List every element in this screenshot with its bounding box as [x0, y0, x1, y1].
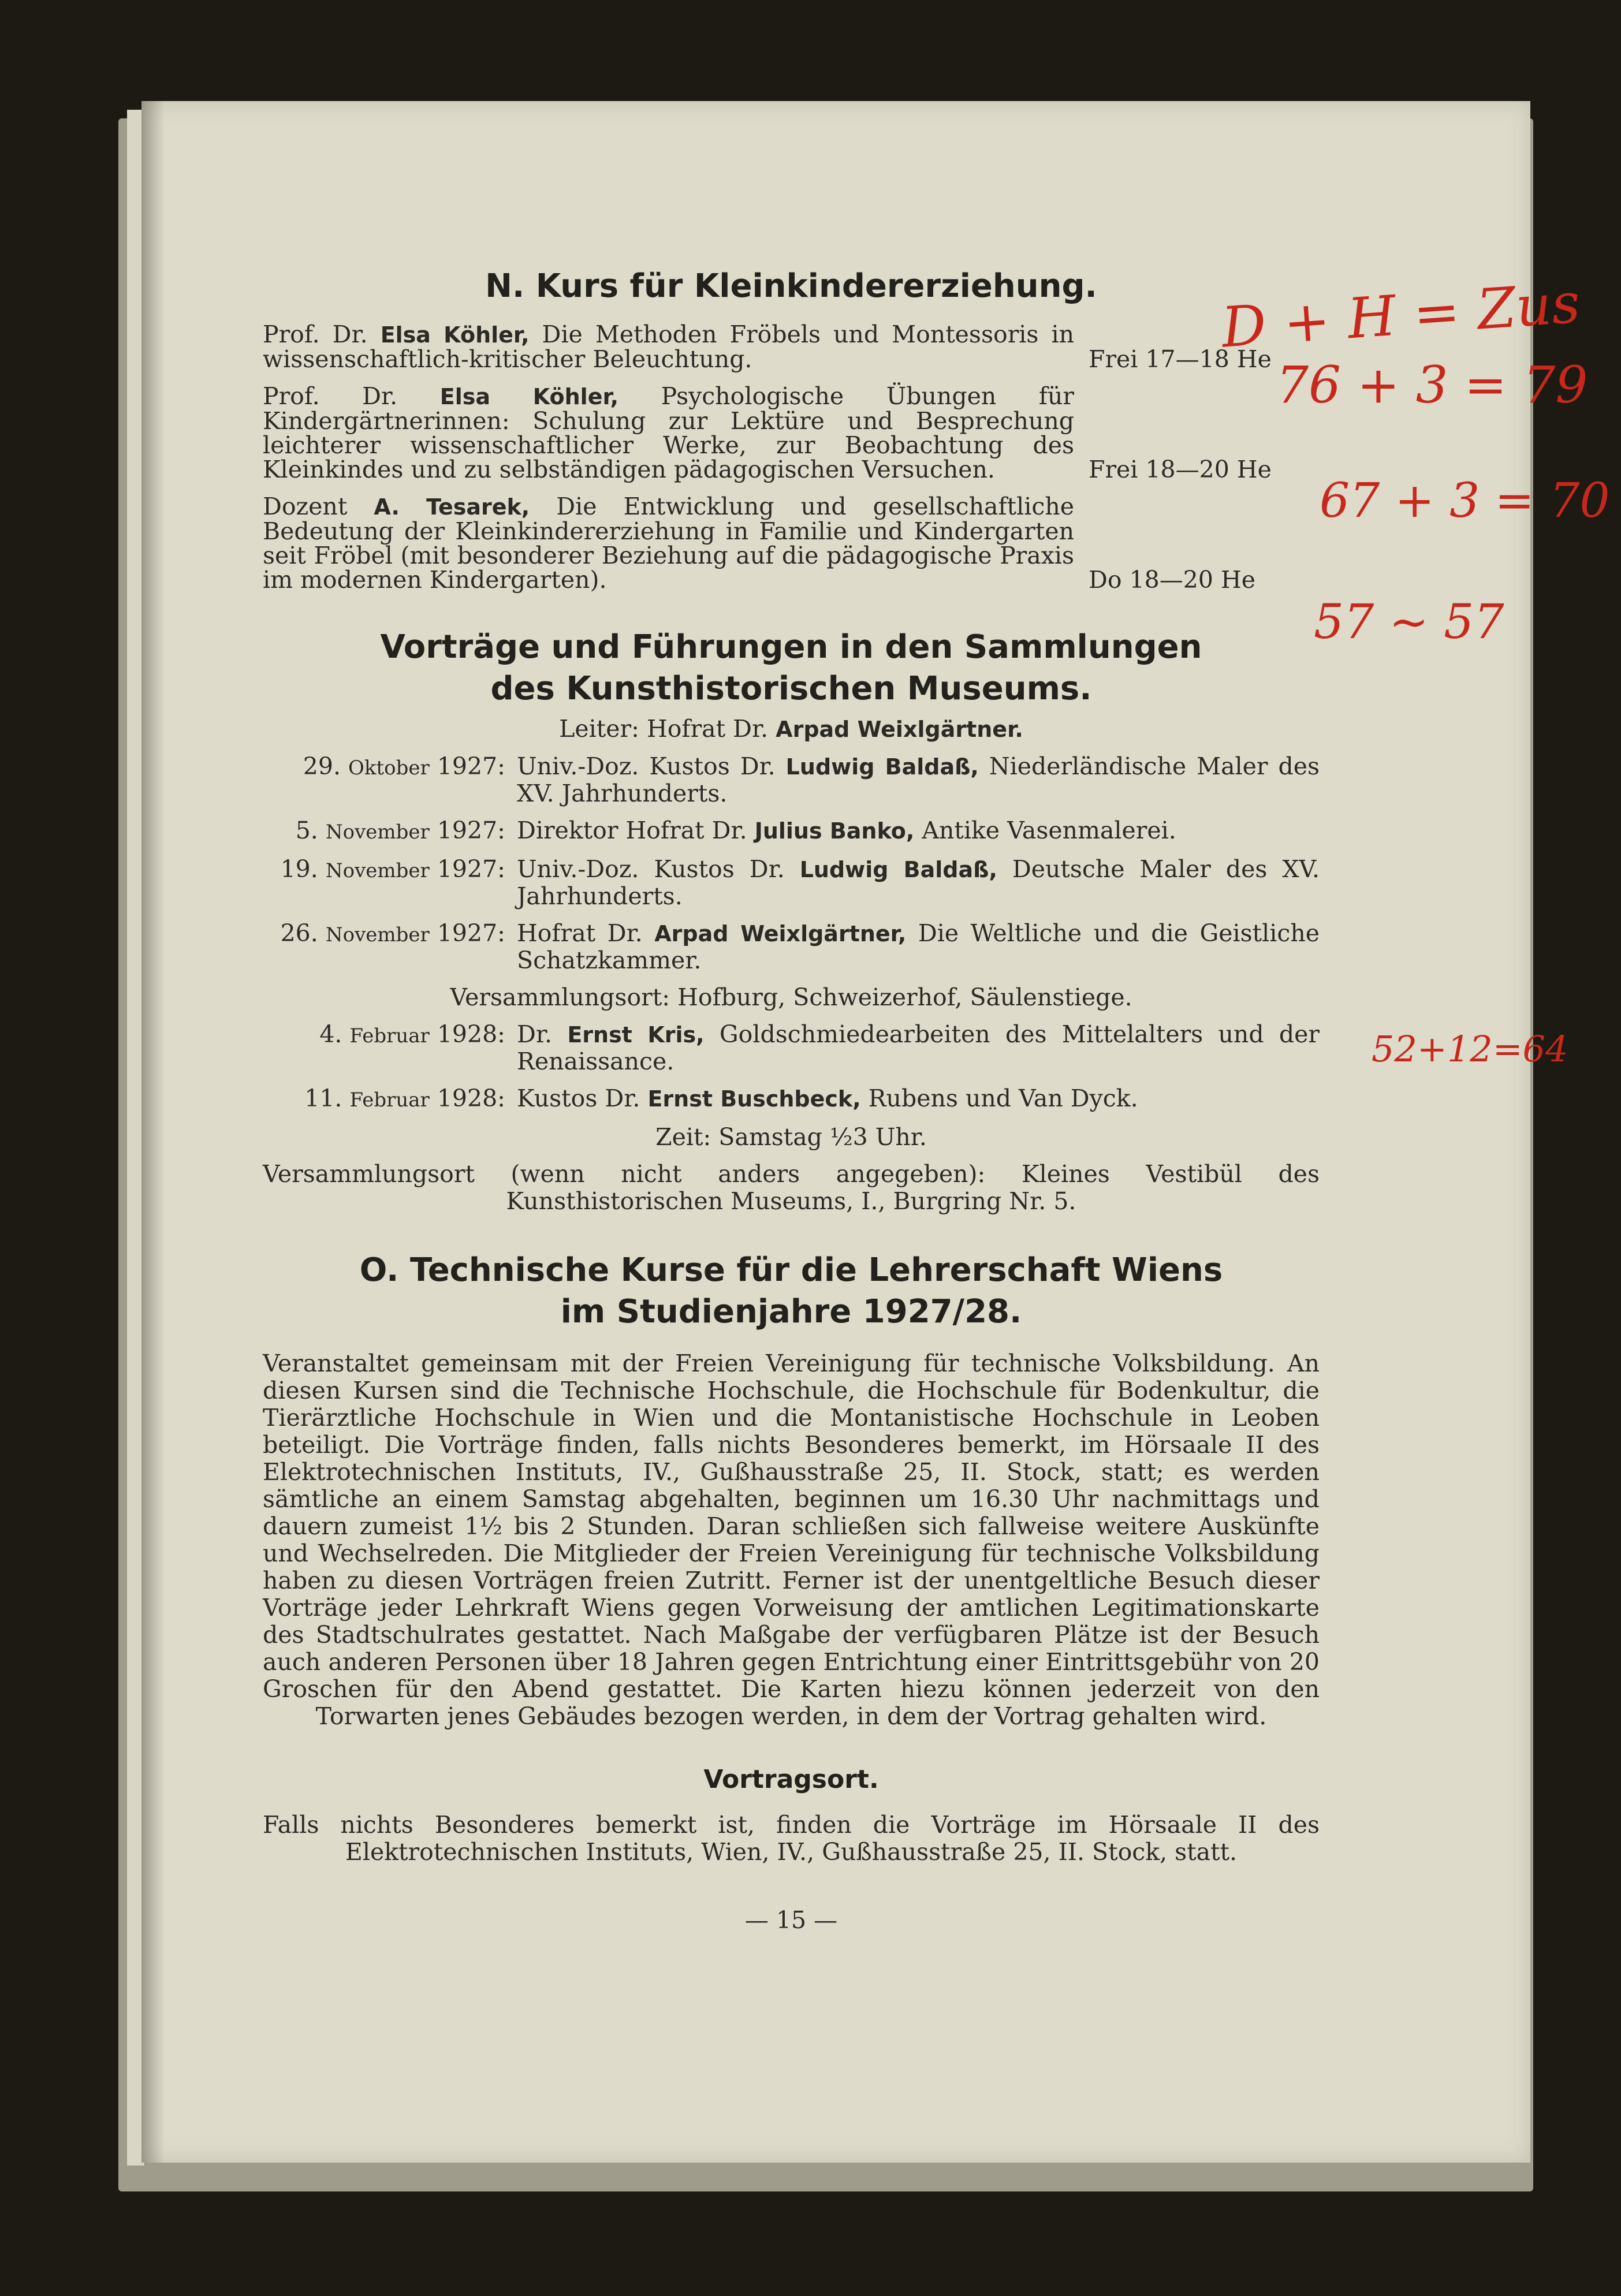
section-o-title-line2: im Studienjahre 1927/28.: [560, 1293, 1022, 1330]
section-o-body: Veranstaltet gemeinsam mit der Freien Vereinigung für technische Volksbildung. An diesen Kursen sind die Technische Hochschule, die Hochschule für Bodenkultur, die Tierärztliche Hochschule in Wien und die Montanistische Hochschule in Leoben beteiligt. Die Vorträge finden, falls nichts Besonderes bemerkt, im Hörsaale II des Elektrotechnischen Instituts, IV., Gußhausstraße 25, II. Stock, statt; es werden sämtliche an einem Samstag abgehalten, beginnen um 16.30 Uhr nachmittags und dauern zumeist 1½ bis 2 Stunden. Daran schließen sich fallweise weitere Auskünfte und Wechselreden. Die Mitglieder der Freien Vereinigung für technische Volksbildung haben zu diesen Vorträgen freien Zutritt. Ferner ist der unentgeltliche Besuch dieser Vorträge jeder Lehrkraft Wiens gegen Vorweisung der amtlichen Legitimationskarte des Stadtschulrates gestattet. Nach Maßgabe der verfügbaren Plätze ist der Besuch auch anderen Personen über 18 Jahren gegen Entrichtung einer Eintrittsgebühr von 20 Groschen für den Abend gestattet. Die Karten hiezu können jederzeit von den Torwarten jenes Gebäudes bezogen werden, in dem der Vortrag gehalten wird.: [263, 1350, 1320, 1730]
talk-entry: [263, 1085, 1320, 1113]
talk-date: 29. Oktober 1927:: [303, 752, 505, 780]
talk-entry: [263, 920, 1320, 974]
leader-prefix: Leiter: Hofrat Dr.: [559, 715, 776, 743]
lecturer-name: A. Tesarek,: [374, 494, 530, 520]
museum-title-line1: Vorträge und Führungen in den Sammlungen: [380, 628, 1202, 666]
talk-entry: [263, 856, 1320, 910]
course-description: Die Entwicklung und gesellschaftliche Bedeutung der Kleinkindererziehung in Familie und Kindergarten seit Fröbel (mit besonderer Beziehung auf die pädagogische Praxis im modernen Kindergarten).: [263, 493, 1074, 594]
handwritten-note-side: 52+12=64: [1372, 1028, 1568, 1070]
page-gutter-shadow: [141, 101, 165, 2163]
talk-description: Hofrat Dr. Arpad Weixlgärtner, Die Weltliche und die Geistliche Schatzkammer.: [517, 919, 1320, 974]
handwritten-note-top: D + H = Zus: [1219, 270, 1582, 360]
handwritten-note-line1: 76 + 3 = 79: [1276, 355, 1588, 415]
museum-leader: [263, 715, 1320, 743]
talk-entry: [263, 1021, 1320, 1075]
talk-date: 26. November 1927:: [280, 919, 505, 947]
talk-description: Dr. Ernst Kris, Goldschmiedearbeiten des Mittelalters und der Renaissance.: [517, 1020, 1320, 1075]
talk-date: 5. November 1927:: [295, 817, 505, 844]
course-description: Die Methoden Fröbels und Montessoris in wissenschaftlich-kritischer Beleuchtung.: [263, 320, 1075, 373]
course-entry: [263, 384, 1320, 482]
venue-hofburg: Versammlungsort: Hofburg, Schweizerhof, Säulenstiege.: [450, 983, 1132, 1011]
section-o-title: [263, 1250, 1320, 1333]
museum-time: Zeit: Samstag ½3 Uhr.: [655, 1123, 927, 1151]
venue-text: Falls nichts Besonderes bemerkt ist, finden die Vorträge im Hörsaale II des Elektrotechnischen Instituts, Wien, IV., Gußhausstraße 25, II. Stock, statt.: [263, 1811, 1320, 1866]
course-time: Frei 17—18 He: [1089, 345, 1272, 373]
museum-section-title: [263, 627, 1320, 710]
handwritten-note-line2: 67 + 3 = 70: [1320, 474, 1610, 528]
talk-description: Univ.-Doz. Kustos Dr. Ludwig Baldaß, Deutsche Maler des XV. Jahrhunderts.: [517, 855, 1320, 910]
museum-venue-note: Versammlungsort (wenn nicht anders angegeben): Kleines Vestibül des Kunsthistorischen Museums, I., Burgring Nr. 5.: [263, 1160, 1320, 1215]
entry-title-prefix: Dozent: [263, 493, 374, 520]
talk-description: Univ.-Doz. Kustos Dr. Ludwig Baldaß, Niederländische Maler des XV. Jahrhunderts.: [517, 752, 1320, 807]
talk-entry: [263, 753, 1320, 807]
page-content: [263, 266, 1320, 1934]
entry-title-prefix: Prof. Dr.: [263, 320, 381, 348]
section-o-title-line1: O. Technische Kurse für die Lehrerschaft Wiens: [359, 1251, 1223, 1289]
venue-title: Vortragsort.: [703, 1765, 879, 1794]
lecturer-name: Elsa Köhler,: [380, 322, 530, 348]
talk-date: 4. Februar 1928:: [319, 1020, 505, 1048]
course-time: Frei 18—20 He: [1089, 456, 1272, 483]
handwritten-note-line3: 57 ~ 57: [1314, 595, 1504, 650]
talk-description: Direktor Hofrat Dr. Julius Banko, Antike Vasenmalerei.: [517, 817, 1176, 844]
course-time: Do 18—20 He: [1089, 566, 1255, 594]
entry-title-prefix: Prof. Dr.: [263, 382, 440, 410]
museum-title-line2: des Kunsthistorischen Museums.: [490, 670, 1092, 707]
course-entry: [263, 322, 1320, 371]
leader-name: Arpad Weixlgärtner.: [776, 717, 1023, 742]
course-entry: [263, 494, 1320, 592]
section-n-title: N. Kurs für Kleinkindererziehung.: [485, 267, 1097, 305]
talk-date: 11. Februar 1928:: [304, 1084, 505, 1112]
course-description: Psychologische Übungen für Kindergärtnerinnen: Schulung zur Lektüre und Besprechung leichterer wissenschaftlicher Werke, zur Beobachtung des Kleinkindes und zu selbständigen pädagogischen Versuchen.: [263, 382, 1074, 483]
lecturer-name: Elsa Köhler,: [439, 384, 619, 409]
talk-entry: [263, 817, 1320, 845]
talk-description: Kustos Dr. Ernst Buschbeck, Rubens und Van Dyck.: [517, 1084, 1138, 1112]
page-number: — 15 —: [744, 1906, 838, 1934]
talk-date: 19. November 1927:: [280, 855, 505, 883]
